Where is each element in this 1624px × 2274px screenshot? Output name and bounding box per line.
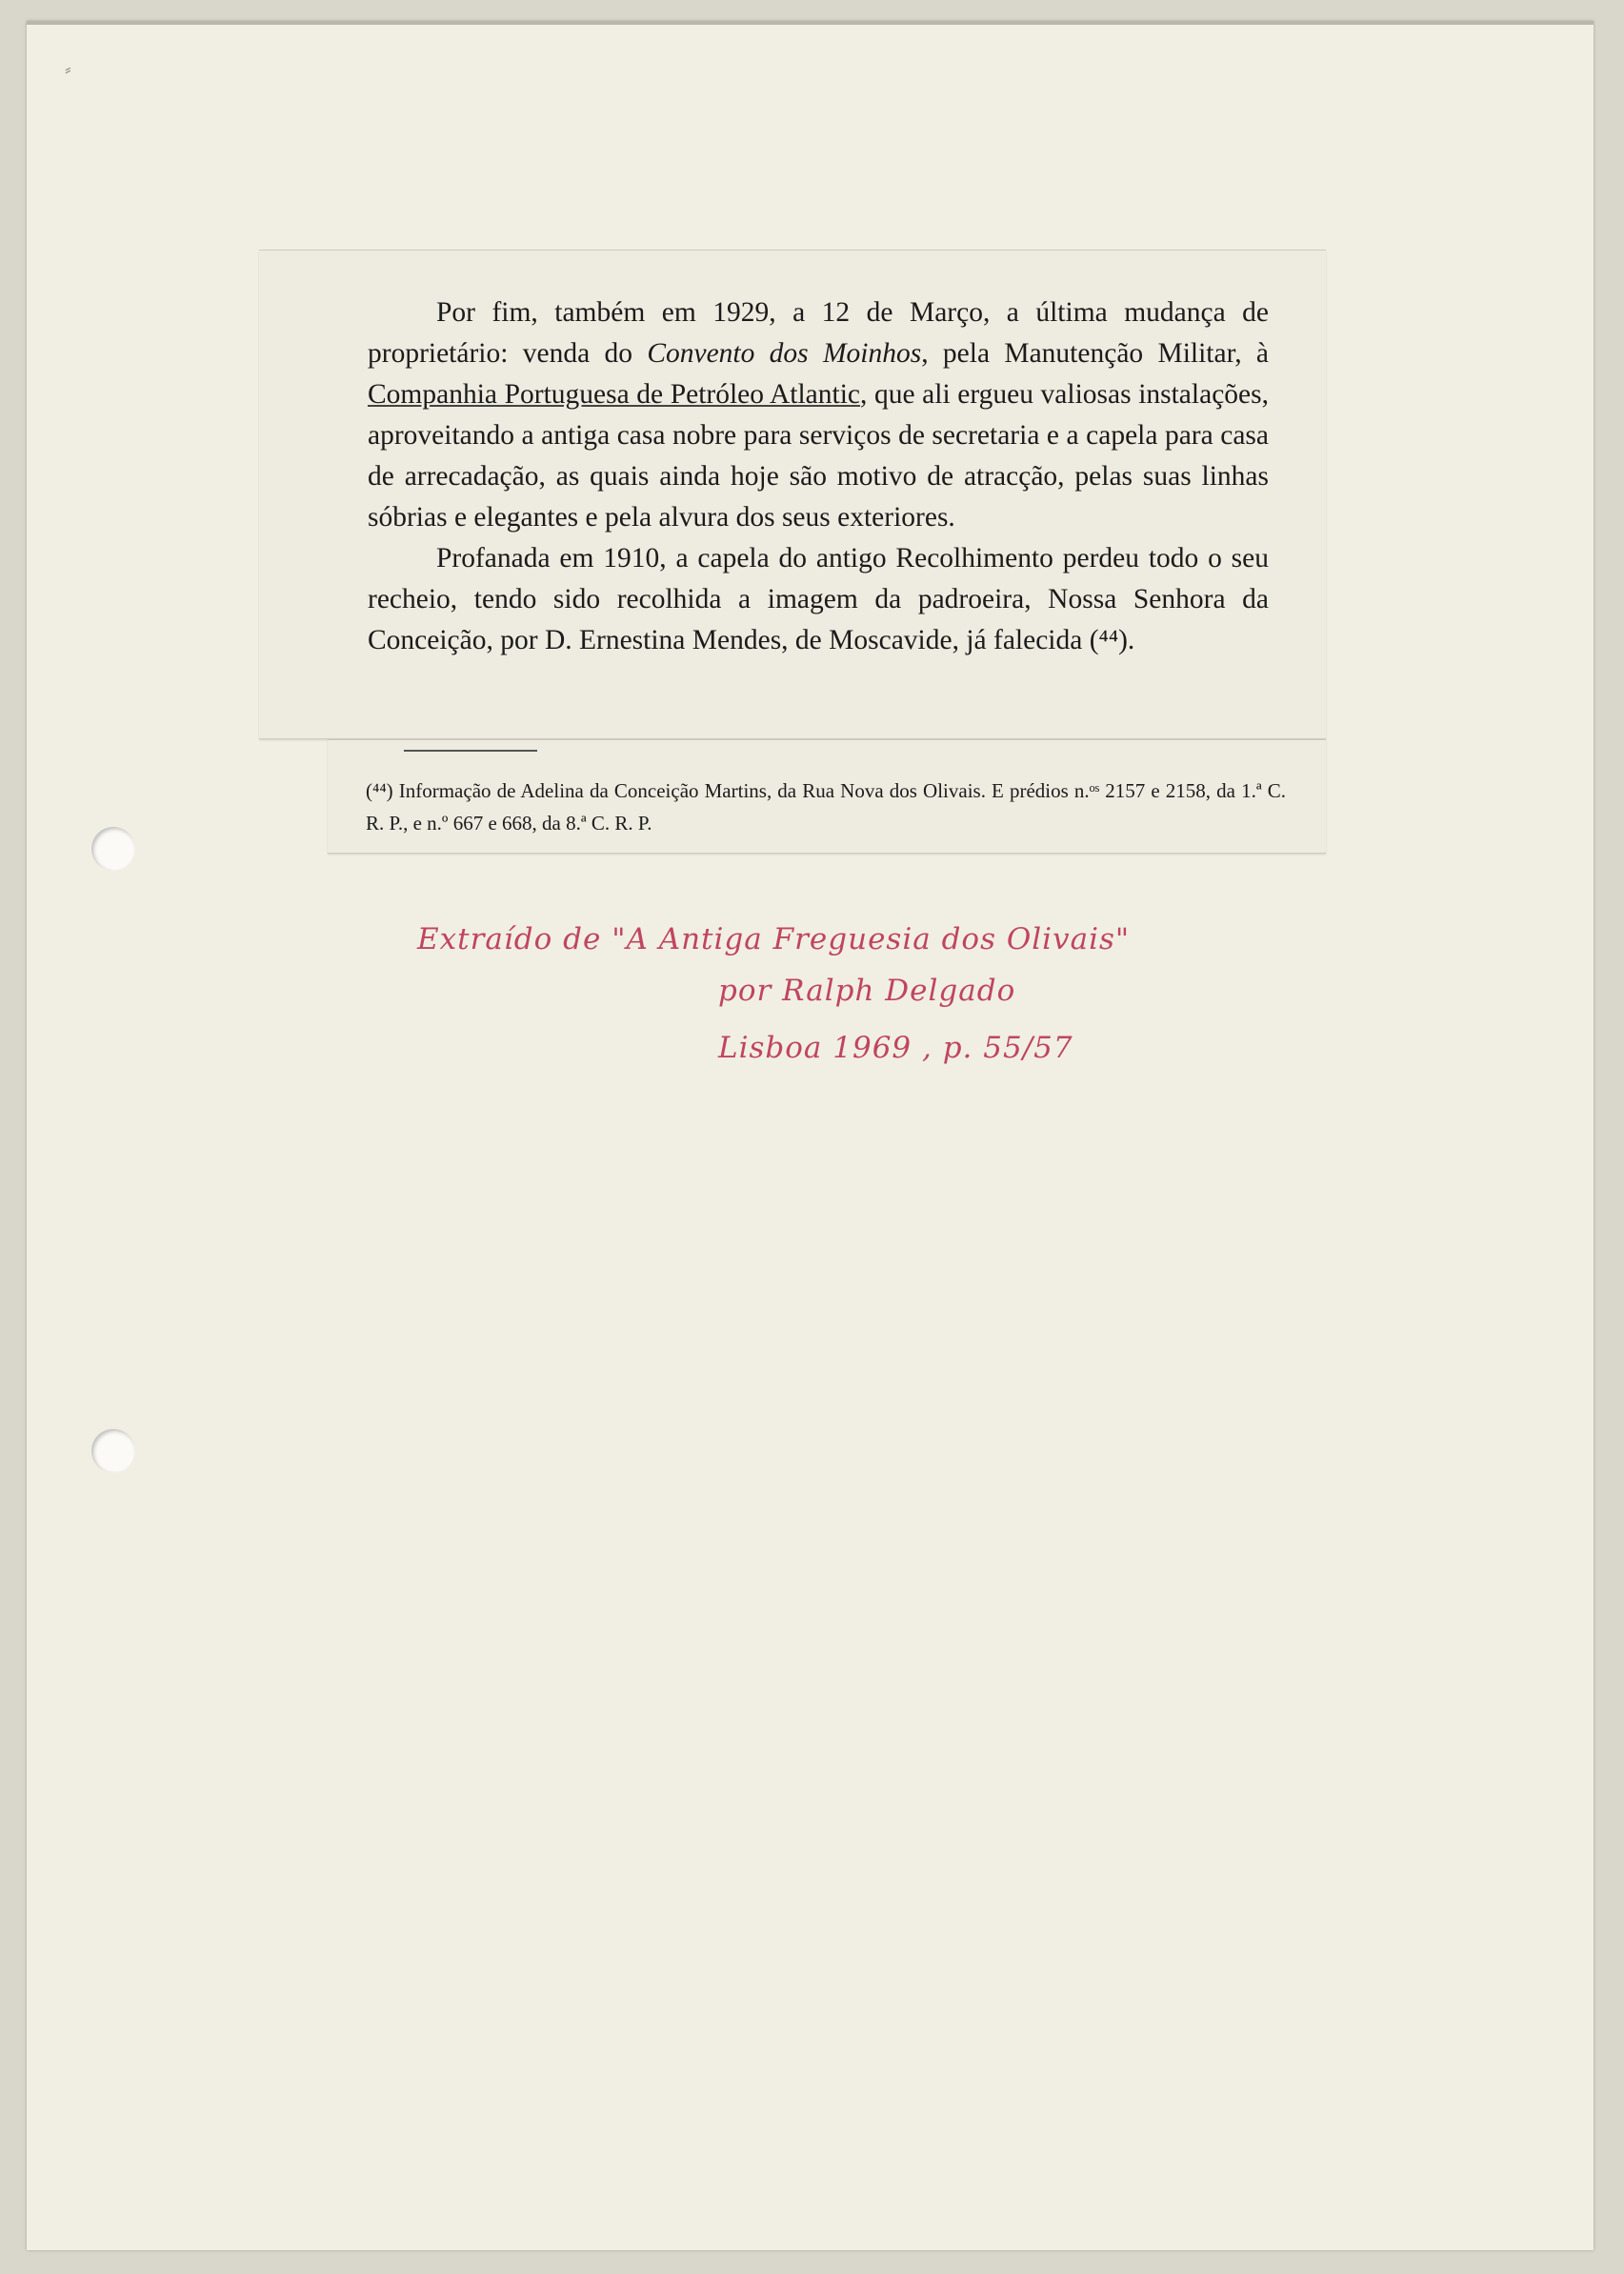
footnote-clipping (328, 739, 1326, 854)
paragraph-1-text-a: Por fim, também em 1929, a 12 de Março, a última mudança de proprietário: venda do (368, 297, 1269, 369)
footnote-text: (⁴⁴) Informação de Adelina da Conceição Martins, da Rua Nova dos Olivais. E prédios n.ᵒˢ 2157 e 2158, da 1.ª C. R. P., e n.º 667 e 668, da 8.ª C. R. P. (366, 779, 1286, 835)
pencil-mark: ⸗ (65, 59, 71, 80)
paper-sheet (27, 21, 1594, 2250)
sheet-top-edge (27, 21, 1594, 25)
handwritten-note-line-2: por Ralph Delgado (718, 974, 1016, 1008)
handwritten-note-line-1: Extraído de "A Antiga Freguesia dos Olivais" (417, 922, 1131, 956)
convent-name: Convento dos Moinhos (647, 338, 922, 369)
paragraph-1-text-b: , pela Manutenção Militar, à (921, 338, 1269, 369)
punch-hole-lower (91, 1429, 135, 1473)
article-paragraph-2: Profanada em 1910, a capela do antigo Recolhimento perdeu todo o seu recheio, tendo sido recolhida a imagem da padroeira, Nossa Senhora da Conceição, por D. Ernestina Mendes, de Moscavide, já falecida (⁴⁴). (368, 543, 1269, 655)
paragraph-1-text-c: , que ali ergueu valiosas instalações, aproveitando a antiga casa nobre para serviços de secretaria e a capela para casa de arrecadação, as quais ainda hoje são motivo de atracção, pelas suas linhas sóbrias e elegantes e pela alvura dos seus exteriores. (368, 379, 1269, 533)
handwritten-note-line-3: Lisboa 1969 , p. 55/57 (718, 1031, 1073, 1065)
article-body (368, 292, 1269, 661)
article-paragraph-1 (368, 292, 1269, 538)
footnote-rule (404, 750, 537, 752)
punch-hole-upper (91, 827, 135, 871)
company-name: Companhia Portuguesa de Petróleo Atlantic (368, 379, 861, 410)
article-clipping (259, 250, 1326, 739)
